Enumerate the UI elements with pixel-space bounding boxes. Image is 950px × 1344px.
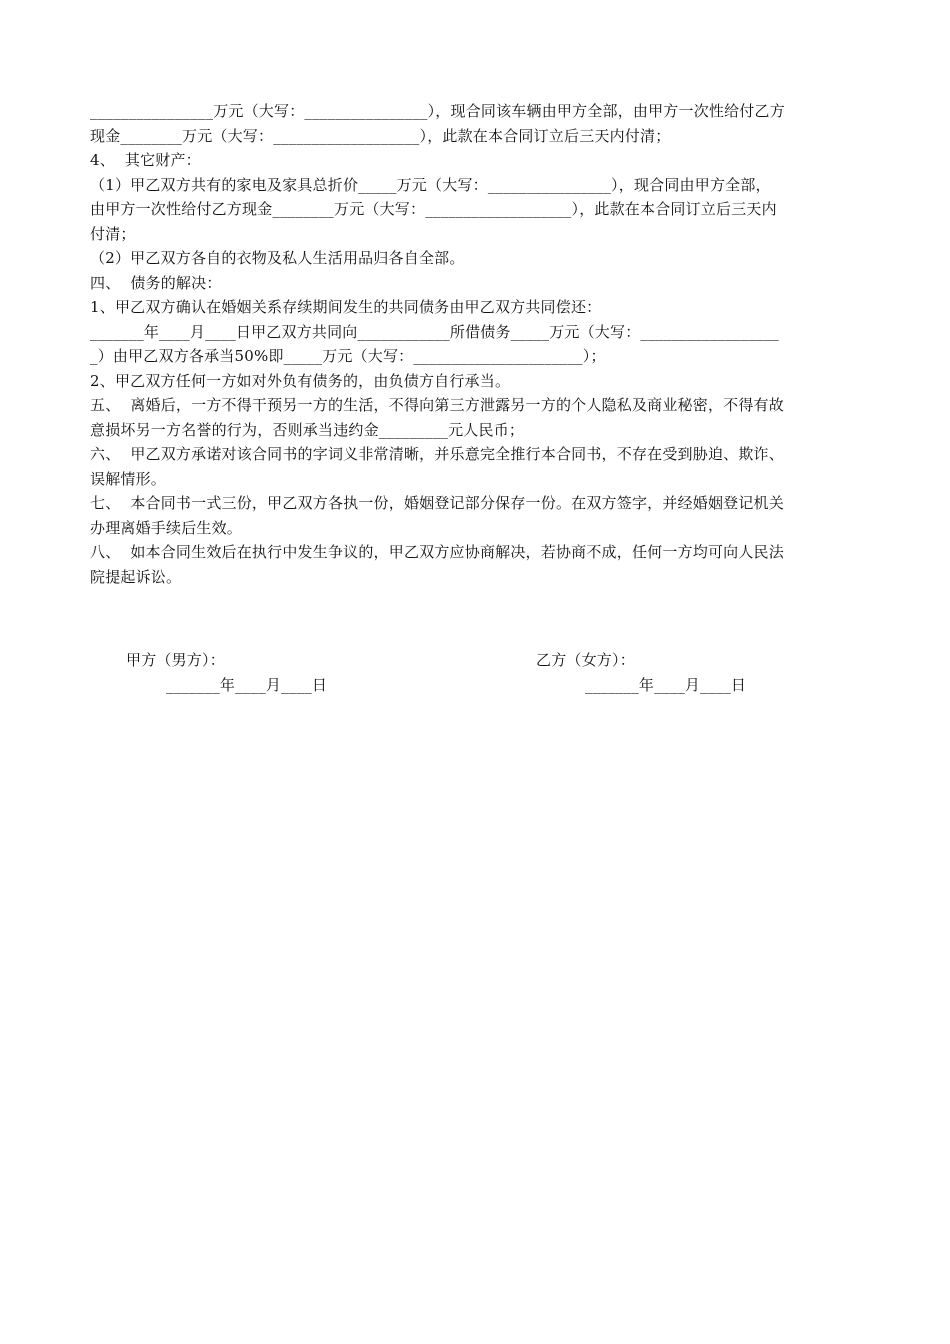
text-line: 1、甲乙双方确认在婚姻关系存续期间发生的共同债务由甲乙双方共同偿还： bbox=[90, 298, 602, 316]
party-a-signature-label: 甲方（男方）： bbox=[126, 651, 225, 669]
party-b-signature-date: _______年____月____日 bbox=[585, 676, 747, 694]
text-line: 五、 离婚后，一方不得干预另一方的生活，不得向第三方泄露另一方的个人隐私及商业秘密，不得有故 bbox=[90, 396, 784, 414]
text-line: 八、 如本合同生效后在执行中发生争议的，甲乙双方应协商解决，若协商不成，任何一方均可向人民法 bbox=[90, 543, 784, 561]
text-line: 六、 甲乙双方承诺对该合同书的字词义非常清晰，并乐意完全推行本合同书，不存在受到胁迫、欺诈、 bbox=[90, 445, 784, 463]
text-line: 2、甲乙双方任何一方如对外负有债务的，由负债方自行承当。 bbox=[90, 371, 511, 390]
text-line: 七、 本合同书一式三份，甲乙双方各执一份，婚姻登记部分保存一份。在双方签字，并经婚姻登记机关 bbox=[90, 494, 784, 512]
text-line: （2）甲乙双方各自的衣物及私人生活用品归各自全部。 bbox=[90, 249, 465, 267]
party-a-signature-date: _______年____月____日 bbox=[166, 676, 328, 694]
text-line: 4、 其它财产： bbox=[90, 151, 201, 169]
text-line: 付清； bbox=[90, 224, 136, 243]
text-line: 意损坏另一方名誉的行为，否则承当违约金_________元人民币； bbox=[90, 420, 525, 439]
text-line: 办理离婚手续后生效。 bbox=[90, 518, 243, 537]
text-line: ________________万元（大写：________________），现合同该车辆由甲方全部，由甲方一次性给付乙方 bbox=[90, 102, 785, 120]
party-b-signature-label: 乙方（女方）： bbox=[536, 651, 635, 669]
text-line: 误解情形。 bbox=[90, 469, 167, 488]
text-line: （1）甲乙双方共有的家电及家具总折价_____万元（大写：________________），现合同由甲方全部， bbox=[90, 175, 771, 194]
text-line: 现金________万元（大写：___________________），此款在本合同订立后三天内付清； bbox=[90, 126, 671, 145]
section-heading: 四、 债务的解决： bbox=[90, 273, 222, 292]
text-line: 院提起诉讼。 bbox=[90, 567, 182, 586]
text-line: _）由甲乙双方各承当50%即_____万元（大写：______________________）； bbox=[90, 347, 606, 365]
contract-body bbox=[90, 99, 870, 589]
text-line: 由甲方一次性给付乙方现金________万元（大写：___________________），此款在本合同订立后三天内 bbox=[90, 200, 777, 218]
text-line: _______年____月____日甲乙双方共同向____________所借债务_____万元（大写：__________________ bbox=[90, 322, 780, 341]
